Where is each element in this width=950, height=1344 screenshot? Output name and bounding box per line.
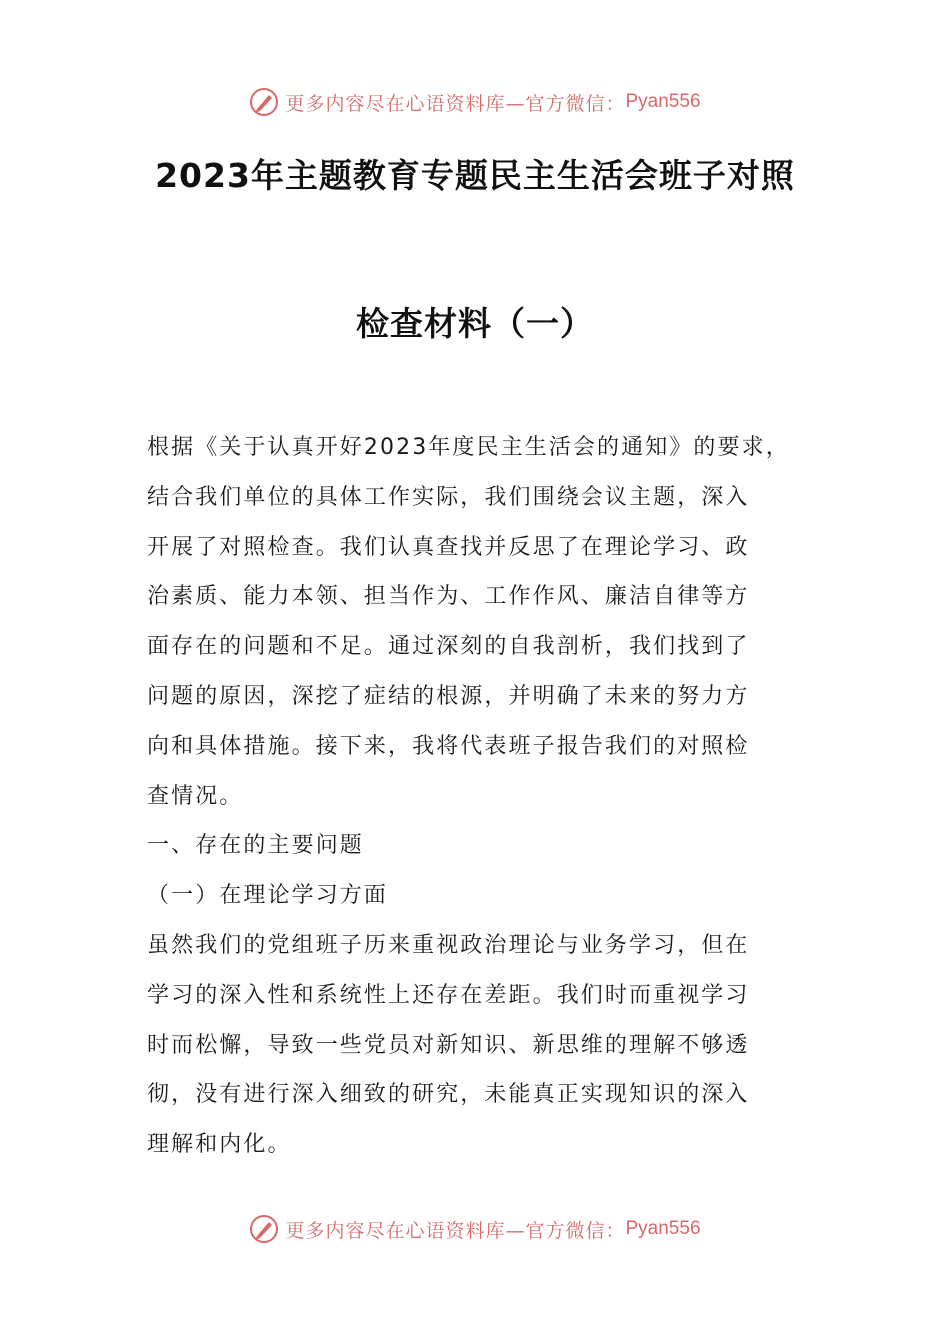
watermark-banner-bottom [0, 1209, 950, 1249]
paragraph-line: 问题的原因，深挖了症结的根源，并明确了未来的努力方 [147, 683, 750, 709]
paragraph-line: 学习的深入性和系统性上还存在差距。我们时而重视学习 [147, 982, 750, 1008]
watermark-text: 更多内容尽在心语资料库—官方微信： [285, 1219, 626, 1242]
paragraph-line: 结合我们单位的具体工作实际，我们围绕会议主题，深入 [147, 484, 750, 510]
paragraph-line: 开展了对照检查。我们认真查找并反思了在理论学习、政 [147, 534, 750, 560]
paragraph-line: 面存在的问题和不足。通过深刻的自我剖析，我们找到了 [147, 634, 750, 660]
watermark-wechat-id: Pyan556 [625, 1218, 701, 1239]
paragraph-line: 彻，没有进行深入细致的研究，未能真正实现知识的深入 [147, 1082, 750, 1108]
paragraph-line: 根据《关于认真开好2023年度民主生活会的通知》的要求， [147, 435, 790, 460]
paragraph-line: 治素质、能力本领、担当作为、工作作风、廉洁自律等方 [147, 584, 750, 610]
watermark-banner-top [0, 82, 950, 122]
intro-paragraph [147, 423, 812, 1170]
paragraph-line: 时而松懈，导致一些党员对新知识、新思维的理解不够透 [147, 1032, 750, 1058]
section-heading: 一、存在的主要问题 [147, 833, 364, 859]
subsection-heading: （一）在理论学习方面 [147, 883, 389, 909]
pen-logo-icon [249, 1214, 279, 1244]
paragraph-line: 向和具体措施。接下来，我将代表班子报告我们的对照检 [147, 733, 750, 759]
paragraph-line: 理解和内化。 [147, 1132, 292, 1158]
watermark-wechat-id: Pyan556 [625, 91, 701, 112]
document-title-line2: 检查材料（一） [356, 304, 594, 343]
paragraph-line: 虽然我们的党组班子历来重视政治理论与业务学习，但在 [147, 932, 750, 958]
pen-logo-icon [249, 87, 279, 117]
document-title-line1: 2023年主题教育专题民主生活会班子对照 [155, 156, 795, 195]
watermark-text: 更多内容尽在心语资料库—官方微信： [285, 92, 626, 115]
paragraph-line: 查情况。 [147, 783, 244, 809]
